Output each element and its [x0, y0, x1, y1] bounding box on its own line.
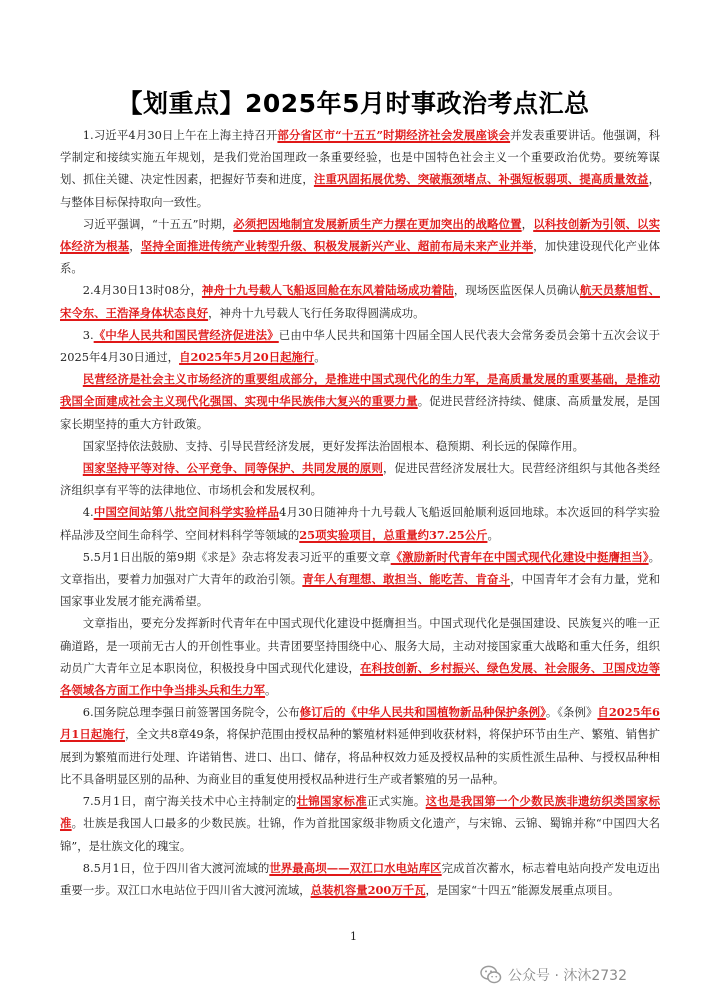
highlighted-text: 部分省区市“十五五”时期经济社会发展座谈会 [277, 128, 511, 142]
paragraph [60, 857, 660, 901]
highlighted-text: 注重巩固拓展优势、突破瓶颈堵点、补强短板弱项、提高质量效益 [313, 172, 649, 187]
document-body [60, 124, 660, 901]
watermark [480, 962, 627, 988]
highlighted-text: 自2025年6月1日起施行 [60, 705, 660, 742]
body-text: ，现场医监医保人员确认 [453, 283, 580, 298]
highlighted-text: 青年人有理想、敢担当、能吃苦、肯奋斗 [302, 572, 511, 587]
body-text: ，促进民营经济发展壮大。民营经济组织与其他各类经济组织享有平等的法律地位、市场机会和发展权利。 [60, 461, 660, 498]
body-text: 8.5月1日，位于四川省大渡河流域的 [82, 860, 270, 875]
body-text: 5.5月1日出版的第9期《求是》杂志将发表习近平的重要文章 [82, 549, 391, 564]
body-text: 3. [82, 327, 94, 342]
body-text: ，中国青年才会有力量，党和国家事业发展才能充满希望。 [60, 572, 660, 609]
highlighted-text: 坚持全面推进传统产业转型升级、积极发展新兴产业、超前布局未来产业并举 [140, 239, 534, 254]
paragraph [60, 279, 660, 323]
paragraph [60, 213, 660, 280]
body-text: ， [129, 239, 141, 254]
body-text: 7.5月1日，南宁海关技术中心主持制定的 [82, 794, 297, 809]
highlighted-text: 在科技创新、乡村振兴、绿色发展、社会服务、卫国戍边等各领域各方面工作中争当排头兵和生力军 [60, 660, 660, 698]
highlighted-text: 《中华人民共和国民营经济促进法》 [93, 327, 279, 342]
body-text: 并发表重要讲话。他强调，科学制定和接续实施五年规划，是我们党治国理政一条重要经验，也是中国特色社会主义一个重要政治优势。要统筹谋划、抓住关键、决定性因素，把握好节奏和进度， [60, 128, 660, 187]
paragraph [60, 612, 660, 701]
body-text: 。 [314, 350, 326, 365]
body-text: 4月30日随神舟十九号载人飞船返回舱顺利返回地球。本次返回的科学实验样品涉及空间生命科学、空间材料科学等领域的 [60, 505, 660, 542]
body-text: 。壮族是我国人口最多的少数民族。壮锦，作为首批国家级非物质文化遗产，与宋锦、云锦、蜀锦并称“中国四大名锦”，是壮族文化的瑰宝。 [60, 816, 660, 853]
body-text: ， [521, 216, 534, 231]
highlighted-text: 壮锦国家标准 [296, 794, 367, 809]
body-text: ，全文共8章49条，将保护范围由授权品种的繁殖材料延伸到收获材料，将保护环节由生产、繁殖、销售扩展到为繁殖而进行处理、许诺销售、进口、出口、储存，将品种权效力延及授权品种的实质性派生品种、与授权品种相比不具备明显区别的品种、为商业目的重复使用授权品种进行生产或者繁殖的另一品种。 [60, 727, 660, 786]
highlighted-text: 这也是我国第一个少数民族非遗纺织类国家标准 [60, 794, 660, 831]
highlighted-text: 民营经济是社会主义市场经济的重要组成部分，是推进中国式现代化的生力军，是高质量发展的重要基础，是推动我国全面建成社会主义现代化强国、实现中华民族伟大复兴的重要力量 [60, 372, 660, 409]
body-text: ，是国家“十四五”能源发展重点项目。 [425, 882, 620, 897]
highlighted-text: 国家坚持平等对待、公平竞争、同等保护、共同发展的原则 [82, 461, 384, 476]
highlighted-text: 世界最高坝——双江口水电站库区 [269, 860, 442, 875]
paragraph [60, 368, 660, 435]
body-text: 正式实施。 [366, 794, 426, 809]
paragraph [60, 501, 660, 545]
paragraph [60, 546, 660, 613]
page-number: 1 [350, 930, 357, 943]
page-title: 【划重点】2025年5月时事政治考点汇总 [117, 89, 590, 118]
highlighted-text: 修订后的《中华人民共和国植物新品种保护条例》 [299, 705, 546, 720]
body-text: ，加快建设现代化产业体系。 [60, 239, 660, 276]
highlighted-text: 航天员蔡旭哲、宋令东、王浩泽身体状态良好 [60, 283, 660, 320]
paragraph [60, 124, 660, 213]
paragraph [60, 435, 660, 457]
paragraph [60, 790, 660, 857]
body-text: 。促进民营经济持续、健康、高质量发展，是国家长期坚持的重大方针政策。 [60, 394, 660, 431]
highlighted-text: 以科技创新为引领、以实体经济为根基 [60, 216, 660, 254]
body-text: ，与整体目标保持取向一致性。 [60, 172, 660, 209]
body-text: ，神舟十九号载人飞行任务取得圆满成功。 [208, 305, 425, 320]
body-text: 文章指出，要充分发挥新时代青年在中国式现代化建设中挺膺担当。中国式现代化是强国建设、民族复兴的唯一正确道路，是一项前无古人的开创性事业。共青团要坚持围绕中心、服务大局，主动对接国家重大战略和重大任务，组织动员广大青年立足本职岗位，积极投身中国式现代化建设， [60, 616, 660, 675]
body-text: 国家坚持依法鼓励、支持、引导民营经济发展，更好发挥法治固根本、稳预期、利长远的保障作用。 [82, 438, 584, 453]
body-text: 4. [82, 505, 94, 520]
paragraph [60, 701, 660, 790]
highlighted-text: 《激励新时代青年在中国式现代化建设中挺膺担当》 [390, 549, 649, 564]
paragraph [60, 457, 660, 501]
body-text: 。《条例》 [545, 705, 598, 720]
body-text: 2.4月30日13时08分， [82, 283, 202, 298]
paragraph [60, 324, 660, 368]
body-text: 完成首次蓄水，标志着电站向投产发电迈出重要一步。双江口水电站位于四川省大渡河流域， [60, 860, 660, 897]
body-text: 已由中华人民共和国第十四届全国人民代表大会常务委员会第十五次会议于2025年4月30日通过， [60, 327, 660, 365]
body-text: 。 [265, 683, 277, 698]
wechat-icon [480, 965, 502, 985]
highlighted-text: 中国空间站第八批空间科学实验样品 [93, 505, 280, 520]
highlighted-text: 25项实验项目，总重量约37.25公斤 [299, 527, 488, 542]
body-text: 6.国务院总理李强日前签署国务院令，公布 [82, 705, 300, 720]
highlighted-text: 总装机容量200万千瓦 [310, 882, 426, 897]
body-text: 。 [487, 527, 499, 542]
highlighted-text: 神舟十九号载人飞船返回舱在东风着陆场成功着陆 [201, 283, 454, 298]
body-text: 1.习近平4月30日上午在上海主持召开 [82, 128, 278, 142]
body-text: 习近平强调，“十五五”时期， [82, 216, 234, 231]
highlighted-text: 必须把因地制宜发展新质生产力摆在更加突出的战略位置 [233, 216, 522, 231]
watermark-text: 公众号 · 沐沐2732 [508, 968, 627, 984]
highlighted-text: 自2025年5月20日起施行 [179, 350, 315, 365]
body-text: 。文章指出，要着力加强对广大青年的政治引领。 [60, 549, 660, 587]
